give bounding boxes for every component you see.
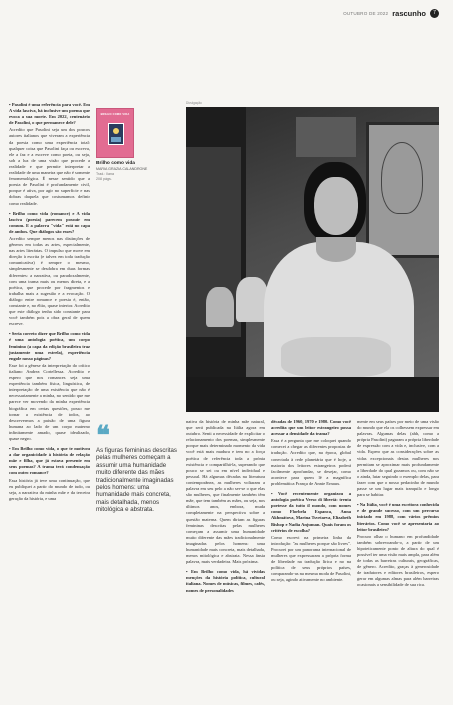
col4-answer-1: Essa é a pergunta que me coloquei quando comecei a chegar as diferentes propostas de tradução. Acredito que, na época, global conectada à rede planetária que é hoje, a maioria dos leitores estrangeiros poderá facilmente aprofundar, se desejar, como acontece para quem lê a magnífica problemática França de Annie Ernaux.: [271, 438, 351, 486]
col3-text: nativa da história de minha mãe natural, que será publicada na Itália agora em outubro. Senti a necessidade de explicitar o relacionamento dos poemas, simplesmente porque mais determinado momento da vida você está mais madura e tem no a força poética de referência toda a prónia existência e compartilhá-la, superando que pouco se sei ou em nível individual e pessoal. Há algumas décadas na literatura contemporânea, as mulheres voltaram a palavra em seu pelo a não ser-se o que elas são mulheres, que finalmente também têm mãe, que tem também as mães, ou seja, nos últimos anos, embora, muda completamente na perspectiva sobre a questão materna. Quem diriam as figuras femininas descritas pelas mulheres começam a assumir uma humanidade muito diferente das mães tradicionalmente imaginadas pelos homens: uma humanidade mais concreta, mais detalhada, menos mitológica e abstrata. Nessa ânsia palavra, mais verdadeira. Mais próxima.: [186, 419, 265, 565]
book-cover-image: [96, 108, 134, 158]
col5-question: • Na Itália, você é uma escritora conhecida e de grande sucesso, com um percurso iniciado em 1988, com vários prêmios literários. Como você se apresentaria ao leitor brasileiro?: [357, 502, 439, 532]
book-cover-art: [108, 123, 124, 145]
book-author: MARIA GRAZIA CALANDRONE: [96, 167, 148, 171]
book-cover-title: BRILHO COMO VIDA: [100, 113, 130, 116]
col4-answer-2: Como escrevi na primeira linha da introdução: "as mulheres porque são livres". Procurei por um panorama internacional de mulheres que expressaram a própria forma de liberdade na tradução lírica e no na política de seus próprios países, comparando-as na mesma moda de Pasolini, ou seja, agindo ativamente no ambiente.: [271, 534, 351, 583]
book-title: Brilho como vida: [96, 161, 135, 166]
col5-text: mente em seus países por meio de uma visão do mundo que ela os colhessem expressar em palavras. Algumas delas (ahh, como a própria Pasolini) pagaram a própria liberdade de expressão com a vida e, inclusive, com a vida. Espero que as considerações sobre as vidas excepcionais destas mulheres nos permitam se aproximar mais profundamente a liberdade do qual gozamos ou, com não se o ainda, lutar seguindo o exemplo delas, para fazer com que o nosso pedacinho de mundo passe se um lugar mais tranquilo e longo para se habitar.: [357, 419, 439, 498]
photo-credit: Divulgação: [186, 101, 202, 105]
book-meta: [96, 161, 166, 181]
col4-question-1: décadas de 1960, 1970 e 1980. Como você acredita que um leitor estrangeiro possa acessar a densidade da trama?: [271, 419, 351, 437]
question-2: • Brilho como vida (romance) e A vida lasciva (poesia) parecem possuir em comum. E a palavra "vida" está no capa de ambos. Que diálogos são esses?: [9, 210, 90, 234]
col4-question-2: • Você recentemente organizou a antologia poética Verso di libertà: trenta poetesse da tutto il mondo, com nomes como Florbela Espanca, Anna Akhmátova, Marina Tsvetaeva, Elizabeth Bishop e Nadia Anjuman. Quais foram os critérios de escolha?: [271, 491, 351, 533]
column-1: [9, 102, 90, 503]
col5-answer: Procuro olhar o humano em profundidade também sobrevoando-o, a partir de um hipoteticamente ponto de altura do qual é possível ter uma visão mais ampla, para além de todas as barreiras culturais, geográficas, de gênero. Acredito, graças à generosidade de tradutores e editores brasileiros, espero gerar em algumas almas para além barreiras ocasionais a sensibilidade de sua rica.: [357, 533, 439, 588]
answer-4: Essa história já teve uma continuação, que eu publiquei a partir do mundo de tudo, ou seja, a narrativa da minha mãe e da terceira geração da história, e uma: [9, 477, 90, 501]
question-1: • Pasolini é uma referência para você. Em A vida lasciva, há inclusive um poema que evoca a sua morte. Em 2022, centenário de Pasolini, o que permanece dele?: [9, 102, 90, 126]
page-number: 7: [430, 9, 439, 18]
quote-mark-icon: ❝: [96, 420, 110, 450]
book-info: [96, 108, 166, 181]
page-header: [343, 9, 439, 18]
book-publisher: Trad.: Ilana: [96, 172, 115, 176]
brand-logo: rascunho: [392, 9, 426, 18]
col3-question: • Em Brilho como vida, há vividas menções da história política, cultural italiana. Nomes de músicas, filmes, cafés, nomes de personalidades: [186, 569, 265, 593]
answer-1: Acredito que Pasolini seja um dos poucos autores italianos que viveram a experiência da poesia como uma experiência total: qualquer coisa que Pasolini faça ou escreva, ele a faz e a escreve como poeta, ou seja, sob a luz de uma visão que procede a realidade e que permite interpretar a realidade de uma maneira que não é somente fenomenológica. É nesse sentido que a poesia de Pasolini é profundamente civil, porque é ativa, por agir no superficie e nas dobras daquela que costumamos definir como realidade.: [9, 127, 90, 206]
column-5: [357, 419, 439, 590]
answer-2: Acredito sempre menos nas distinções de gêneros em todas as artes, especialmente, nas artes literárias. O impulso que move em direção à escrita (e talvez em toda tradução comunicativa) é sempre o mesmo, simplesmente se desdobra em duas formas diferentes: a narrativa, ou paradoxalmente, com uma trama mais ou menos direta, e a poética, que procede por fragmentos e trabalha mais a sugestão e a evocação. O diálogo entre romance e poesia é, então, constante e, no éltio, quase interior. Acredito que este diálogo tenha sido constante para você também pois a obra geral de quem escreve.: [9, 235, 90, 327]
author-photo: [186, 107, 439, 412]
book-pages: 208 págs.: [96, 177, 112, 181]
column-4: [271, 419, 351, 584]
question-3: • Seria correto dizer que Brilho como vida é uma antologia poética, um corpo feminino (a capa da edição brasileira traz justamente uma estrela), experiência engole nosso páginas?: [9, 331, 90, 361]
issue-date: OUTUBRO DE 2022: [343, 11, 389, 16]
answer-3: Esse foi a gênese da interpretação do crítico italiano Andrea Cortellessa. Acredito e espero que nos romances seja uma experiência também física, linguística, de interpretação de uma existência que não é necessariamente a minha, no sentido que me parece ver movendo da minha experiência biográfica em certas questões, posso me tornar a existência de todos, ao descrevermos a paixão de uma figura humana ao lado de um corpo materno infinitamente amado, quase idealizado, quase negro.: [9, 362, 90, 441]
column-3: [186, 419, 265, 595]
question-4: • Em Brilho como vida, o que te motivou a dar organicidade à história de relação mãe e filha, que já estava presente em seus poemas? A trama terá condensação com outro romance?: [9, 446, 90, 476]
pull-quote: As figuras femininas descritas pelas mulheres começam a assumir uma humanidade muito diferente das mães tradicionalmente imaginadas pelos homens: uma humanidade mais concreta, mais detalhada, menos mitológica e abstrata.: [96, 447, 177, 514]
